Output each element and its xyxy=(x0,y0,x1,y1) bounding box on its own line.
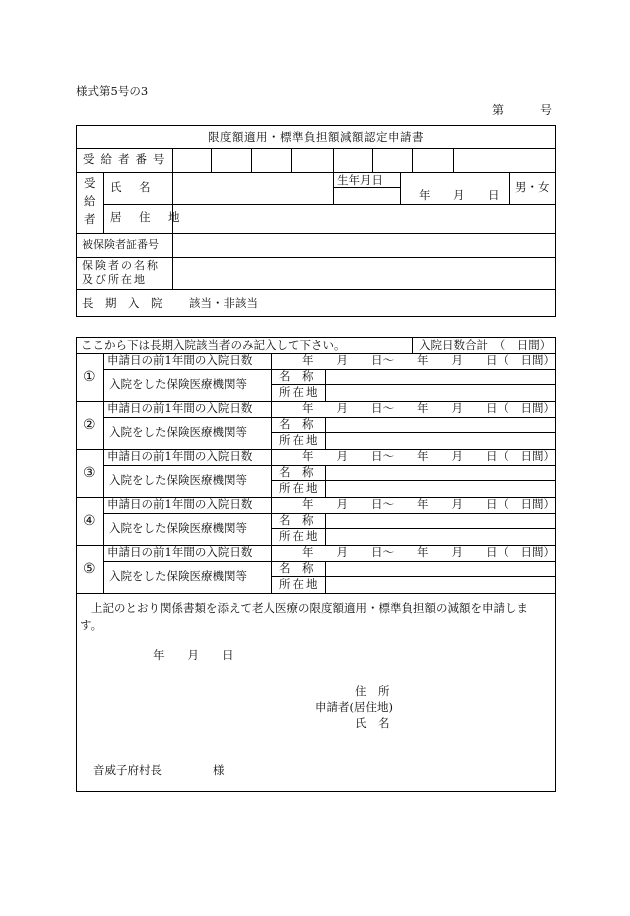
entry-period[interactable]: 年 月 日～ 年 月 日（ 日間） xyxy=(302,497,555,511)
statement-line1: 上記のとおり関係書類を添えて老人医療の限度額適用・標準負担額の減額を申請しま xyxy=(91,601,528,615)
addressee-name: 音威子府村長 xyxy=(93,763,162,777)
recipient-number-label: 受給者番号 xyxy=(83,152,171,166)
recipient-number-cell[interactable] xyxy=(173,149,211,172)
applicant-name-label: 氏 名 xyxy=(355,716,390,730)
entry-number: ① xyxy=(83,369,96,385)
entry-institution-label: 入院をした保険医療機関等 xyxy=(109,569,247,583)
entry-institution-label: 入院をした保険医療機関等 xyxy=(109,521,247,535)
entry-location-label: 所在地 xyxy=(279,385,320,399)
form-number: 様式第5号の3 xyxy=(76,84,149,98)
name-label: 氏 名 xyxy=(110,180,154,194)
total-days-label: 入院日数合計 （ 日間） xyxy=(419,338,552,352)
entry-name-label: 名 称 xyxy=(279,465,314,479)
sex-selector[interactable]: 男・女 xyxy=(515,180,550,194)
entry-institution-label: 入院をした保険医療機関等 xyxy=(109,377,247,391)
entry-period[interactable]: 年 月 日～ 年 月 日（ 日間） xyxy=(302,545,555,559)
entry-location-label: 所在地 xyxy=(279,481,320,495)
entry-location-label: 所在地 xyxy=(279,529,320,543)
hospitalization-table xyxy=(76,337,556,792)
entry-days-label: 申請日の前1年間の入院日数 xyxy=(107,353,253,367)
entry-name-field[interactable] xyxy=(326,562,555,576)
birth-year: 年 xyxy=(419,188,431,202)
birthdate-label: 生年月日 xyxy=(337,173,383,187)
recipient-number-cell[interactable] xyxy=(252,149,291,172)
entry-number: ④ xyxy=(83,513,96,529)
applicant-address-label: 住 所 xyxy=(355,684,390,698)
recipient-number-cell[interactable] xyxy=(212,149,251,172)
statement-line2: す。 xyxy=(80,618,103,632)
entry-days-label: 申請日の前1年間の入院日数 xyxy=(107,401,253,415)
addressee-honorific: 様 xyxy=(213,763,225,777)
entry-period[interactable]: 年 月 日～ 年 月 日（ 日間） xyxy=(302,353,555,367)
entry-location-field[interactable] xyxy=(326,529,555,545)
recipient-side-char: 者 xyxy=(84,212,96,226)
entry-days-label: 申請日の前1年間の入院日数 xyxy=(107,497,253,511)
insurer-label-line1: 保険者の名称 xyxy=(82,259,160,272)
recipient-number-cell[interactable] xyxy=(413,149,453,172)
applicant-label: 申請者(居住地) xyxy=(315,700,393,714)
address-field[interactable] xyxy=(173,205,555,233)
entry-period[interactable]: 年 月 日～ 年 月 日（ 日間） xyxy=(302,449,555,463)
entry-institution-label: 入院をした保険医療機関等 xyxy=(109,425,247,439)
entry-number: ⑤ xyxy=(83,561,96,577)
entry-location-label: 所在地 xyxy=(279,433,320,447)
recipient-number-cell[interactable] xyxy=(373,149,412,172)
address-label: 居 住 地 xyxy=(110,210,183,224)
entry-location-field[interactable] xyxy=(326,385,555,401)
entry-number: ② xyxy=(83,417,96,433)
entry-institution-label: 入院をした保険医療機関等 xyxy=(109,473,247,487)
insured-number-field[interactable] xyxy=(173,234,555,257)
insurer-label-line2: 及び所在地 xyxy=(82,273,147,286)
recipient-number-cell[interactable] xyxy=(454,149,494,172)
recipient-number-cell[interactable] xyxy=(292,149,333,172)
entry-name-field[interactable] xyxy=(326,370,555,384)
application-table xyxy=(76,125,556,317)
entry-days-label: 申請日の前1年間の入院日数 xyxy=(107,449,253,463)
recipient-side-char: 受 xyxy=(84,176,96,190)
recipient-number-cell[interactable] xyxy=(334,149,372,172)
name-field[interactable] xyxy=(173,173,332,204)
birth-day: 日 xyxy=(488,188,500,202)
entry-location-label: 所在地 xyxy=(279,577,320,591)
entry-days-label: 申請日の前1年間の入院日数 xyxy=(107,545,253,559)
entry-location-field[interactable] xyxy=(326,577,555,593)
form-title: 限度額適用・標準負担額減額認定申請書 xyxy=(208,130,424,144)
entry-name-label: 名 称 xyxy=(279,561,314,575)
entry-number: ③ xyxy=(83,465,96,481)
entry-name-field[interactable] xyxy=(326,418,555,432)
insurer-field[interactable] xyxy=(173,258,555,289)
birth-month: 月 xyxy=(453,188,465,202)
entry-name-label: 名 称 xyxy=(279,513,314,527)
entry-location-field[interactable] xyxy=(326,481,555,497)
serial-suffix: 号 xyxy=(540,103,553,117)
serial-prefix: 第 xyxy=(492,103,505,117)
recipient-side-char: 給 xyxy=(84,194,96,208)
entry-period[interactable]: 年 月 日～ 年 月 日（ 日間） xyxy=(302,401,555,415)
entry-name-field[interactable] xyxy=(326,514,555,528)
long-term-selector[interactable]: 該当・非該当 xyxy=(189,296,258,310)
entry-name-field[interactable] xyxy=(326,466,555,480)
entry-name-label: 名 称 xyxy=(279,369,314,383)
entry-name-label: 名 称 xyxy=(279,417,314,431)
date-line[interactable]: 年 月 日 xyxy=(153,648,234,662)
insured-number-label: 被保険者証番号 xyxy=(82,238,159,251)
long-term-label: 長 期 入 院 xyxy=(82,296,163,310)
long-term-instruction: ここから下は長期入院該当者のみ記入して下さい。 xyxy=(81,338,346,352)
entry-location-field[interactable] xyxy=(326,433,555,449)
